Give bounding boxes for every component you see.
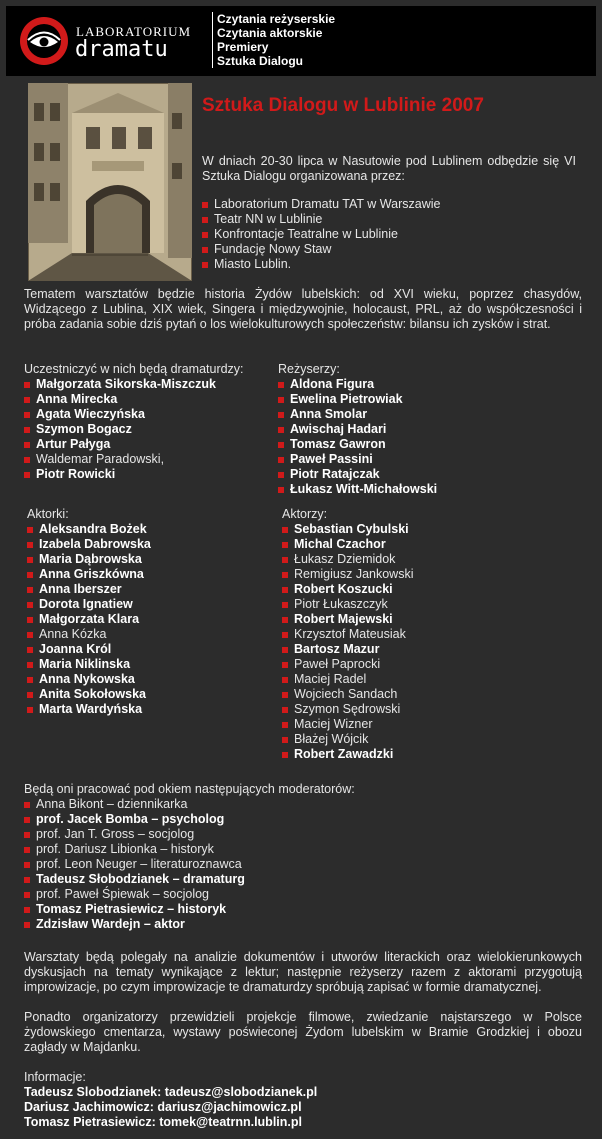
list-item: Anna Bikont – dziennikarka — [24, 797, 355, 812]
list-item: Sebastian Cybulski — [282, 522, 413, 537]
list-item: Zdzisław Wardejn – aktor — [24, 917, 355, 932]
list-item: Piotr Łukaszczyk — [282, 597, 413, 612]
actresses-list — [27, 522, 151, 717]
list-item: Ewelina Pietrowiak — [278, 392, 437, 407]
extra-text: Ponadto organizatorzy przewidzieli projekcje filmowe, zwiedzanie najstarszego w Polsce żydowskiego cmentarza, wystawy poświeconej Żydom lubelskim w Bramie Grodzkiej i obozu zagłady w Majdanku. — [24, 1010, 582, 1054]
list-item: Agata Wieczyńska — [24, 407, 244, 422]
list-item: Miasto Lublin. — [202, 257, 440, 272]
site-header — [6, 6, 596, 76]
list-item: Anna Mirecka — [24, 392, 244, 407]
brama-grodzka-photo — [28, 83, 192, 281]
list-item: Szymon Bogacz — [24, 422, 244, 437]
moderators-section — [24, 782, 355, 932]
list-item: Piotr Rowicki — [24, 467, 244, 482]
playwrights-section — [24, 362, 244, 482]
list-item: Michal Czachor — [282, 537, 413, 552]
workshops-text: Warsztaty będą polegały na analizie dokumentów i utworów literackich oraz wielokierunkowych dyskusjach na tematy wynikające z lektur; następnie reżyserzy razem z aktorami przygotują improwizacje, po czym improwizacje te dramaturdzy spróbują zapisać w formie dramatycznej. — [24, 950, 582, 994]
list-item: Anna Kózka — [27, 627, 151, 642]
intro-text: W dniach 20-30 lipca w Nasutowie pod Lublinem odbędzie się VI Sztuka Dialogu organizowana przez: — [202, 154, 576, 183]
playwrights-heading: Uczestniczyć w nich będą dramaturdzy: — [24, 362, 244, 376]
list-item: Małgorzata Sikorska-Miszczuk — [24, 377, 244, 392]
directors-list — [278, 377, 437, 497]
list-item: Piotr Ratajczak — [278, 467, 437, 482]
moderators-heading: Będą oni pracować pod okiem następujących moderatorów: — [24, 782, 355, 796]
theme-text: Tematem warsztatów będzie historia Żydów lubelskich: od XVI wieku, poprzez chasydów, Widzącego z Lublina, XIX wiek, Singera i międzywojnie, holocaust, PRL, aż do współczesności i próba zadania sobie dziś pytań o los wielokulturowych społeczeństw: bilansu ich zysków i strat. — [24, 287, 582, 331]
list-item: Robert Majewski — [282, 612, 413, 627]
list-item: Anna Nykowska — [27, 672, 151, 687]
list-item: Łukasz Witt-Michałowski — [278, 482, 437, 497]
list-item: Dorota Ignatiew — [27, 597, 151, 612]
list-item: Marta Wardyńska — [27, 702, 151, 717]
list-item: Fundację Nowy Staw — [202, 242, 440, 257]
list-item: Anna Iberszer — [27, 582, 151, 597]
nav-czytania-rezyserskie[interactable]: Czytania reżyserskie — [212, 12, 335, 26]
list-item: Maria Dąbrowska — [27, 552, 151, 567]
list-item: Teatr NN w Lublinie — [202, 212, 440, 227]
actors-list — [282, 522, 413, 762]
list-item: Konfrontacje Teatralne w Lublinie — [202, 227, 440, 242]
directors-heading: Reżyserzy: — [278, 362, 340, 376]
list-item: Wojciech Sandach — [282, 687, 413, 702]
list-item: Krzysztof Mateusiak — [282, 627, 413, 642]
article-title: Sztuka Dialogu w Lublinie 2007 — [202, 95, 484, 116]
list-item: Tomasz Gawron — [278, 437, 437, 452]
contact-line[interactable]: Tomasz Pietrasiewicz: tomek@teatrnn.lublin.pl — [24, 1115, 302, 1129]
actors-section — [282, 507, 413, 762]
nav-sztuka-dialogu[interactable]: Sztuka Dialogu — [212, 54, 335, 68]
directors-section — [278, 362, 437, 497]
nav-premiery[interactable]: Premiery — [212, 40, 335, 54]
list-item: Izabela Dabrowska — [27, 537, 151, 552]
list-item: Bartosz Mazur — [282, 642, 413, 657]
list-item: Paweł Passini — [278, 452, 437, 467]
list-item: Aldona Figura — [278, 377, 437, 392]
list-item: Szymon Sędrowski — [282, 702, 413, 717]
list-item: Maciej Wizner — [282, 717, 413, 732]
list-item: prof. Dariusz Libionka – historyk — [24, 842, 355, 857]
list-item: Laboratorium Dramatu TAT w Warszawie — [202, 197, 440, 212]
list-item: Robert Koszucki — [282, 582, 413, 597]
list-item: Paweł Paprocki — [282, 657, 413, 672]
list-item: Joanna Król — [27, 642, 151, 657]
site-logo[interactable] — [18, 15, 208, 67]
list-item: Aleksandra Bożek — [27, 522, 151, 537]
actresses-section — [27, 507, 151, 717]
list-item: Tomasz Pietrasiewicz – historyk — [24, 902, 355, 917]
actors-heading: Aktorzy: — [282, 507, 328, 521]
eye-logo-icon — [18, 15, 70, 67]
list-item: Anita Sokołowska — [27, 687, 151, 702]
list-item: Tadeusz Słobodzianek – dramaturg — [24, 872, 355, 887]
list-item: Błażej Wójcik — [282, 732, 413, 747]
nav-czytania-aktorskie[interactable]: Czytania aktorskie — [212, 26, 335, 40]
list-item: Robert Zawadzki — [282, 747, 413, 762]
list-item: Artur Pałyga — [24, 437, 244, 452]
list-item: prof. Leon Neuger – literaturoznawca — [24, 857, 355, 872]
actresses-heading: Aktorki: — [27, 507, 69, 521]
contact-heading: Informacje: — [24, 1070, 86, 1084]
list-item: Awischaj Hadari — [278, 422, 437, 437]
list-item: Łukasz Dziemidok — [282, 552, 413, 567]
list-item: Anna Smolar — [278, 407, 437, 422]
contact-line[interactable]: Dariusz Jachimowicz: dariusz@jachimowicz.pl — [24, 1100, 302, 1114]
playwrights-list — [24, 377, 244, 482]
list-item: Małgorzata Klara — [27, 612, 151, 627]
organizers-list — [202, 197, 440, 272]
list-item: Anna Griszkówna — [27, 567, 151, 582]
contact-line[interactable]: Tadeusz Slobodzianek: tadeusz@slobodzianek.pl — [24, 1085, 318, 1099]
list-item: prof. Paweł Śpiewak – socjolog — [24, 887, 355, 902]
contact-section — [24, 1070, 582, 1130]
list-item: Remigiusz Jankowski — [282, 567, 413, 582]
list-item: prof. Jacek Bomba – psycholog — [24, 812, 355, 827]
moderators-list — [24, 797, 355, 932]
logo-text-top: LABORATORIUM — [76, 24, 192, 39]
list-item: Waldemar Paradowski, — [24, 452, 244, 467]
list-item: Maria Niklinska — [27, 657, 151, 672]
list-item: Maciej Radel — [282, 672, 413, 687]
logo-text-bottom: dramatu — [75, 37, 168, 62]
main-nav — [212, 12, 335, 68]
list-item: prof. Jan T. Gross – socjolog — [24, 827, 355, 842]
